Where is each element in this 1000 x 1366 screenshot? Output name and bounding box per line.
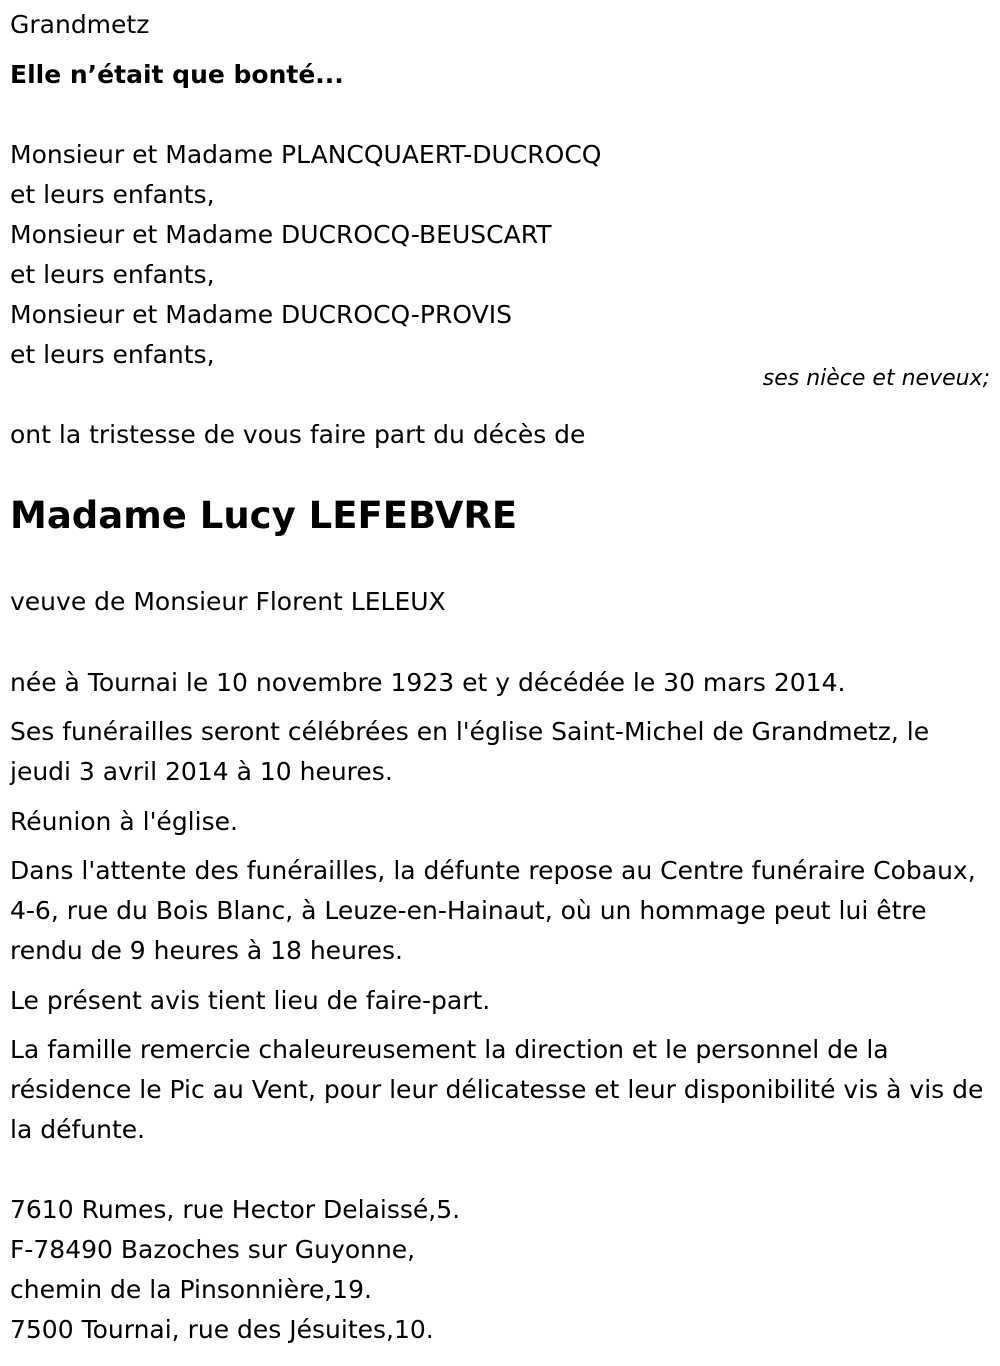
spouse-line: veuve de Monsieur Florent LELEUX: [10, 587, 446, 616]
location-heading: Grandmetz: [10, 10, 150, 39]
epigraph: Elle n’était que bonté...: [10, 60, 344, 89]
notice-paragraph: Le présent avis tient lieu de faire-part.: [10, 986, 491, 1015]
address-line: 7500 Tournai, rue des Jésuites,10.: [10, 1315, 434, 1344]
funeral-paragraph: Ses funérailles seront célébrées en l'église Saint-Michel de Grandmetz, le jeudi 3 avril 2014 à 10 heures.: [10, 717, 930, 786]
family-line: Monsieur et Madame PLANCQUAERT-DUCROCQ: [10, 140, 602, 169]
family-line: et leurs enfants,: [10, 260, 215, 289]
birth-death-line: née à Tournai le 10 novembre 1923 et y décédée le 30 mars 2014.: [10, 668, 846, 697]
family-line: Monsieur et Madame DUCROCQ-PROVIS: [10, 300, 512, 329]
family-relation: ses nièce et neveux;: [762, 366, 990, 391]
family-line: Monsieur et Madame DUCROCQ-BEUSCART: [10, 220, 552, 249]
deceased-name: Madame Lucy LEFEBVRE: [10, 494, 518, 537]
viewing-paragraph: Dans l'attente des funérailles, la défunte repose au Centre funéraire Cobaux, 4-6, rue du Bois Blanc, à Leuze-en-Hainaut, où un hommage peut lui être rendu de 9 heures à 18 heures.: [10, 856, 976, 965]
thanks-paragraph: La famille remercie chaleureusement la direction et le personnel de la résidence le Pic au Vent, pour leur délicatesse et leur disponibilité vis à vis de la défunte.: [10, 1035, 984, 1144]
announcement-text: ont la tristesse de vous faire part du décès de: [10, 420, 586, 449]
address-line: 7610 Rumes, rue Hector Delaissé,5.: [10, 1195, 461, 1224]
family-line: et leurs enfants,: [10, 180, 215, 209]
address-line: chemin de la Pinsonnière,19.: [10, 1275, 372, 1304]
address-line: F-78490 Bazoches sur Guyonne,: [10, 1235, 416, 1264]
meeting-paragraph: Réunion à l'église.: [10, 807, 238, 836]
family-line: et leurs enfants,: [10, 340, 215, 369]
